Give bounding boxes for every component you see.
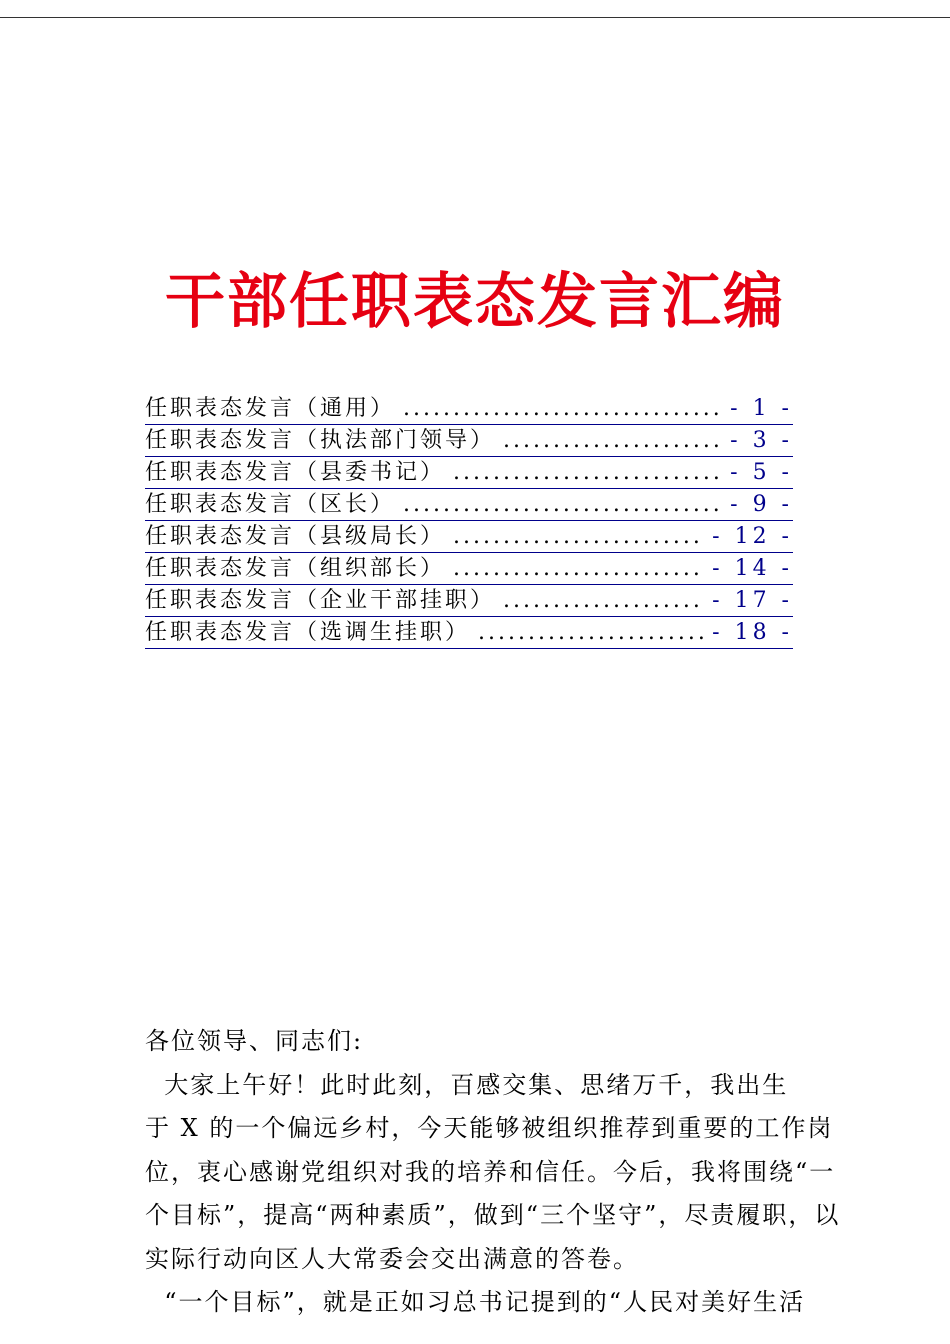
document-title: 干部任职表态发言汇编: [165, 267, 785, 337]
toc-dot-leader: [395, 393, 722, 425]
body-line: 大家上午好！此时此刻，百感交集、思绪万千，我出生: [145, 1070, 789, 1099]
toc-entry[interactable]: [145, 393, 793, 425]
toc-entry[interactable]: [145, 521, 793, 553]
toc-entry-label: 任职表态发言（县委书记）: [145, 460, 446, 485]
toc-entry-label: 任职表态发言（区长）: [145, 492, 396, 517]
toc-entry-page: - 17 -: [712, 588, 793, 613]
table-of-contents: [145, 393, 793, 649]
header-rule: [0, 17, 950, 18]
speech-body: [145, 1020, 865, 1325]
toc-entry[interactable]: [145, 553, 793, 585]
toc-entry-label: 任职表态发言（组织部长）: [145, 556, 446, 581]
body-line: “一个目标”，就是正如习总书记提到的“人民对美好生活: [145, 1288, 806, 1316]
toc-entry-page: - 14 -: [712, 556, 793, 581]
toc-entry[interactable]: [145, 617, 793, 649]
toc-entry[interactable]: [145, 489, 793, 521]
toc-entry-label: 任职表态发言（企业干部挂职）: [145, 588, 496, 613]
body-line: 个目标”，提高“两种素质”，做到“三个坚守”，尽责履职，以: [145, 1201, 841, 1229]
body-line: 实际行动向区人大常委会交出满意的答卷。: [145, 1244, 639, 1273]
toc-entry[interactable]: [145, 425, 793, 457]
toc-entry-page: - 3 -: [730, 428, 793, 453]
toc-dot-leader: [495, 425, 722, 457]
body-line: 于 X 的一个偏远乡村，今天能够被组织推荐到重要的工作岗: [145, 1114, 834, 1142]
toc-entry[interactable]: [145, 585, 793, 617]
toc-entry-page: - 9 -: [730, 492, 793, 517]
toc-entry-page: - 12 -: [712, 524, 793, 549]
salutation: 各位领导、同志们:: [145, 1027, 364, 1055]
toc-entry[interactable]: [145, 457, 793, 489]
toc-dot-leader: [445, 457, 722, 489]
toc-dot-leader: [395, 489, 722, 521]
toc-entry-page: - 5 -: [730, 460, 793, 485]
toc-entry-label: 任职表态发言（执法部门领导）: [145, 428, 496, 453]
toc-entry-label: 任职表态发言（通用）: [145, 396, 396, 421]
toc-entry-label: 任职表态发言（选调生挂职）: [145, 620, 471, 645]
toc-entry-page: - 1 -: [730, 396, 793, 421]
toc-dot-leader: [445, 553, 704, 585]
body-line: 位，衷心感谢党组织对我的培养和信任。今后，我将围绕“一: [145, 1157, 836, 1186]
toc-entry-label: 任职表态发言（县级局长）: [145, 524, 446, 549]
toc-dot-leader: [470, 617, 704, 649]
toc-dot-leader: [445, 521, 704, 553]
toc-entry-page: - 18 -: [712, 620, 793, 645]
toc-dot-leader: [495, 585, 704, 617]
